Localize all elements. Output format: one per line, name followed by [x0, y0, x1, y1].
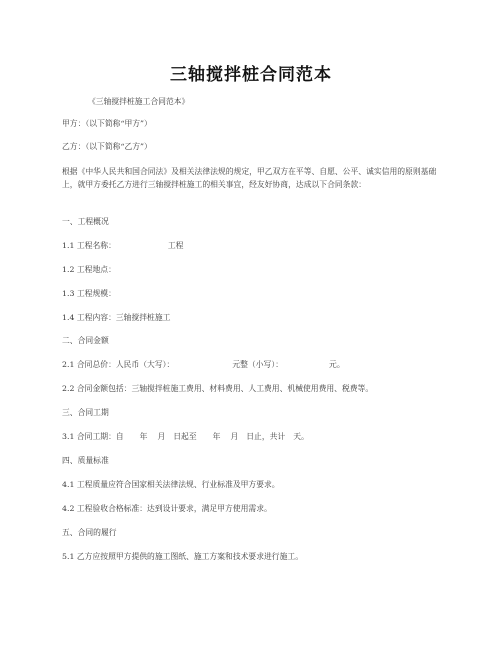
item-3-1-year: 年 [139, 432, 148, 441]
item-4-1: 4.1 工程质量应符合国家相关法律法规、行业标准及甲方要求。 [62, 480, 280, 489]
item-3-1-label: 3.1 合同工期：自 [62, 432, 124, 441]
party-a-line: 甲方：（以下简称“甲方”） [62, 119, 152, 128]
item-2-1-end: 元。 [329, 360, 345, 369]
item-3-1-month2: 月 [230, 432, 239, 441]
item-3-1-day-from: 日起至 [173, 432, 197, 441]
item-2-1-mid: 元整（小写）： [232, 360, 284, 369]
item-3-1-days: 天。 [293, 432, 309, 441]
item-1-1 [62, 240, 183, 251]
party-b-line: 乙方：（以下简称“乙方”） [62, 142, 152, 151]
item-1-3: 1.3 工程规模： [62, 289, 116, 298]
section-5-heading: 五、合同的履行 [62, 528, 117, 537]
item-2-2: 2.2 合同金额包括：三轴搅拌桩施工费用、材料费用、人工费用、机械使用费用、税费等。 [62, 384, 374, 393]
item-2-1-label: 2.1 合同总价：人民币（大写）： [62, 360, 175, 369]
document-title: 三轴搅拌桩合同范本 [170, 65, 332, 85]
section-3-heading: 三、合同工期 [62, 408, 109, 417]
item-3-1-month: 月 [157, 432, 166, 441]
item-1-1-suffix: 工程 [167, 241, 184, 250]
item-3-1-year2: 年 [212, 432, 221, 441]
item-3-1-day-to: 日止，共计 [246, 432, 286, 441]
intro-paragraph: 根据《中华人民共和国合同法》及相关法律法规的规定，甲乙双方在平等、自愿、公平、诚实信用的原则基础上，就甲方委托乙方进行三轴搅拌桩施工的相关事宜，经友好协商，达成以下合同条款： [62, 167, 437, 189]
item-3-1 [62, 431, 309, 442]
section-2-heading: 二、合同金额 [62, 336, 109, 345]
item-1-1-label: 1.1 工程名称： [62, 241, 116, 250]
item-5-1: 5.1 乙方应按照甲方提供的施工图纸、施工方案和技术要求进行施工。 [62, 552, 303, 561]
contract-subtitle: 《三轴搅拌桩施工合同范本》 [88, 97, 190, 106]
item-2-1 [62, 359, 345, 370]
item-4-2: 4.2 工程验收合格标准：达到设计要求，满足甲方使用需求。 [62, 504, 272, 513]
section-4-heading: 四、质量标准 [62, 456, 109, 465]
item-1-2: 1.2 工程地点： [62, 265, 116, 274]
section-1-heading: 一、工程概况 [62, 217, 109, 226]
item-1-4: 1.4 工程内容：三轴搅拌桩施工 [62, 313, 171, 322]
